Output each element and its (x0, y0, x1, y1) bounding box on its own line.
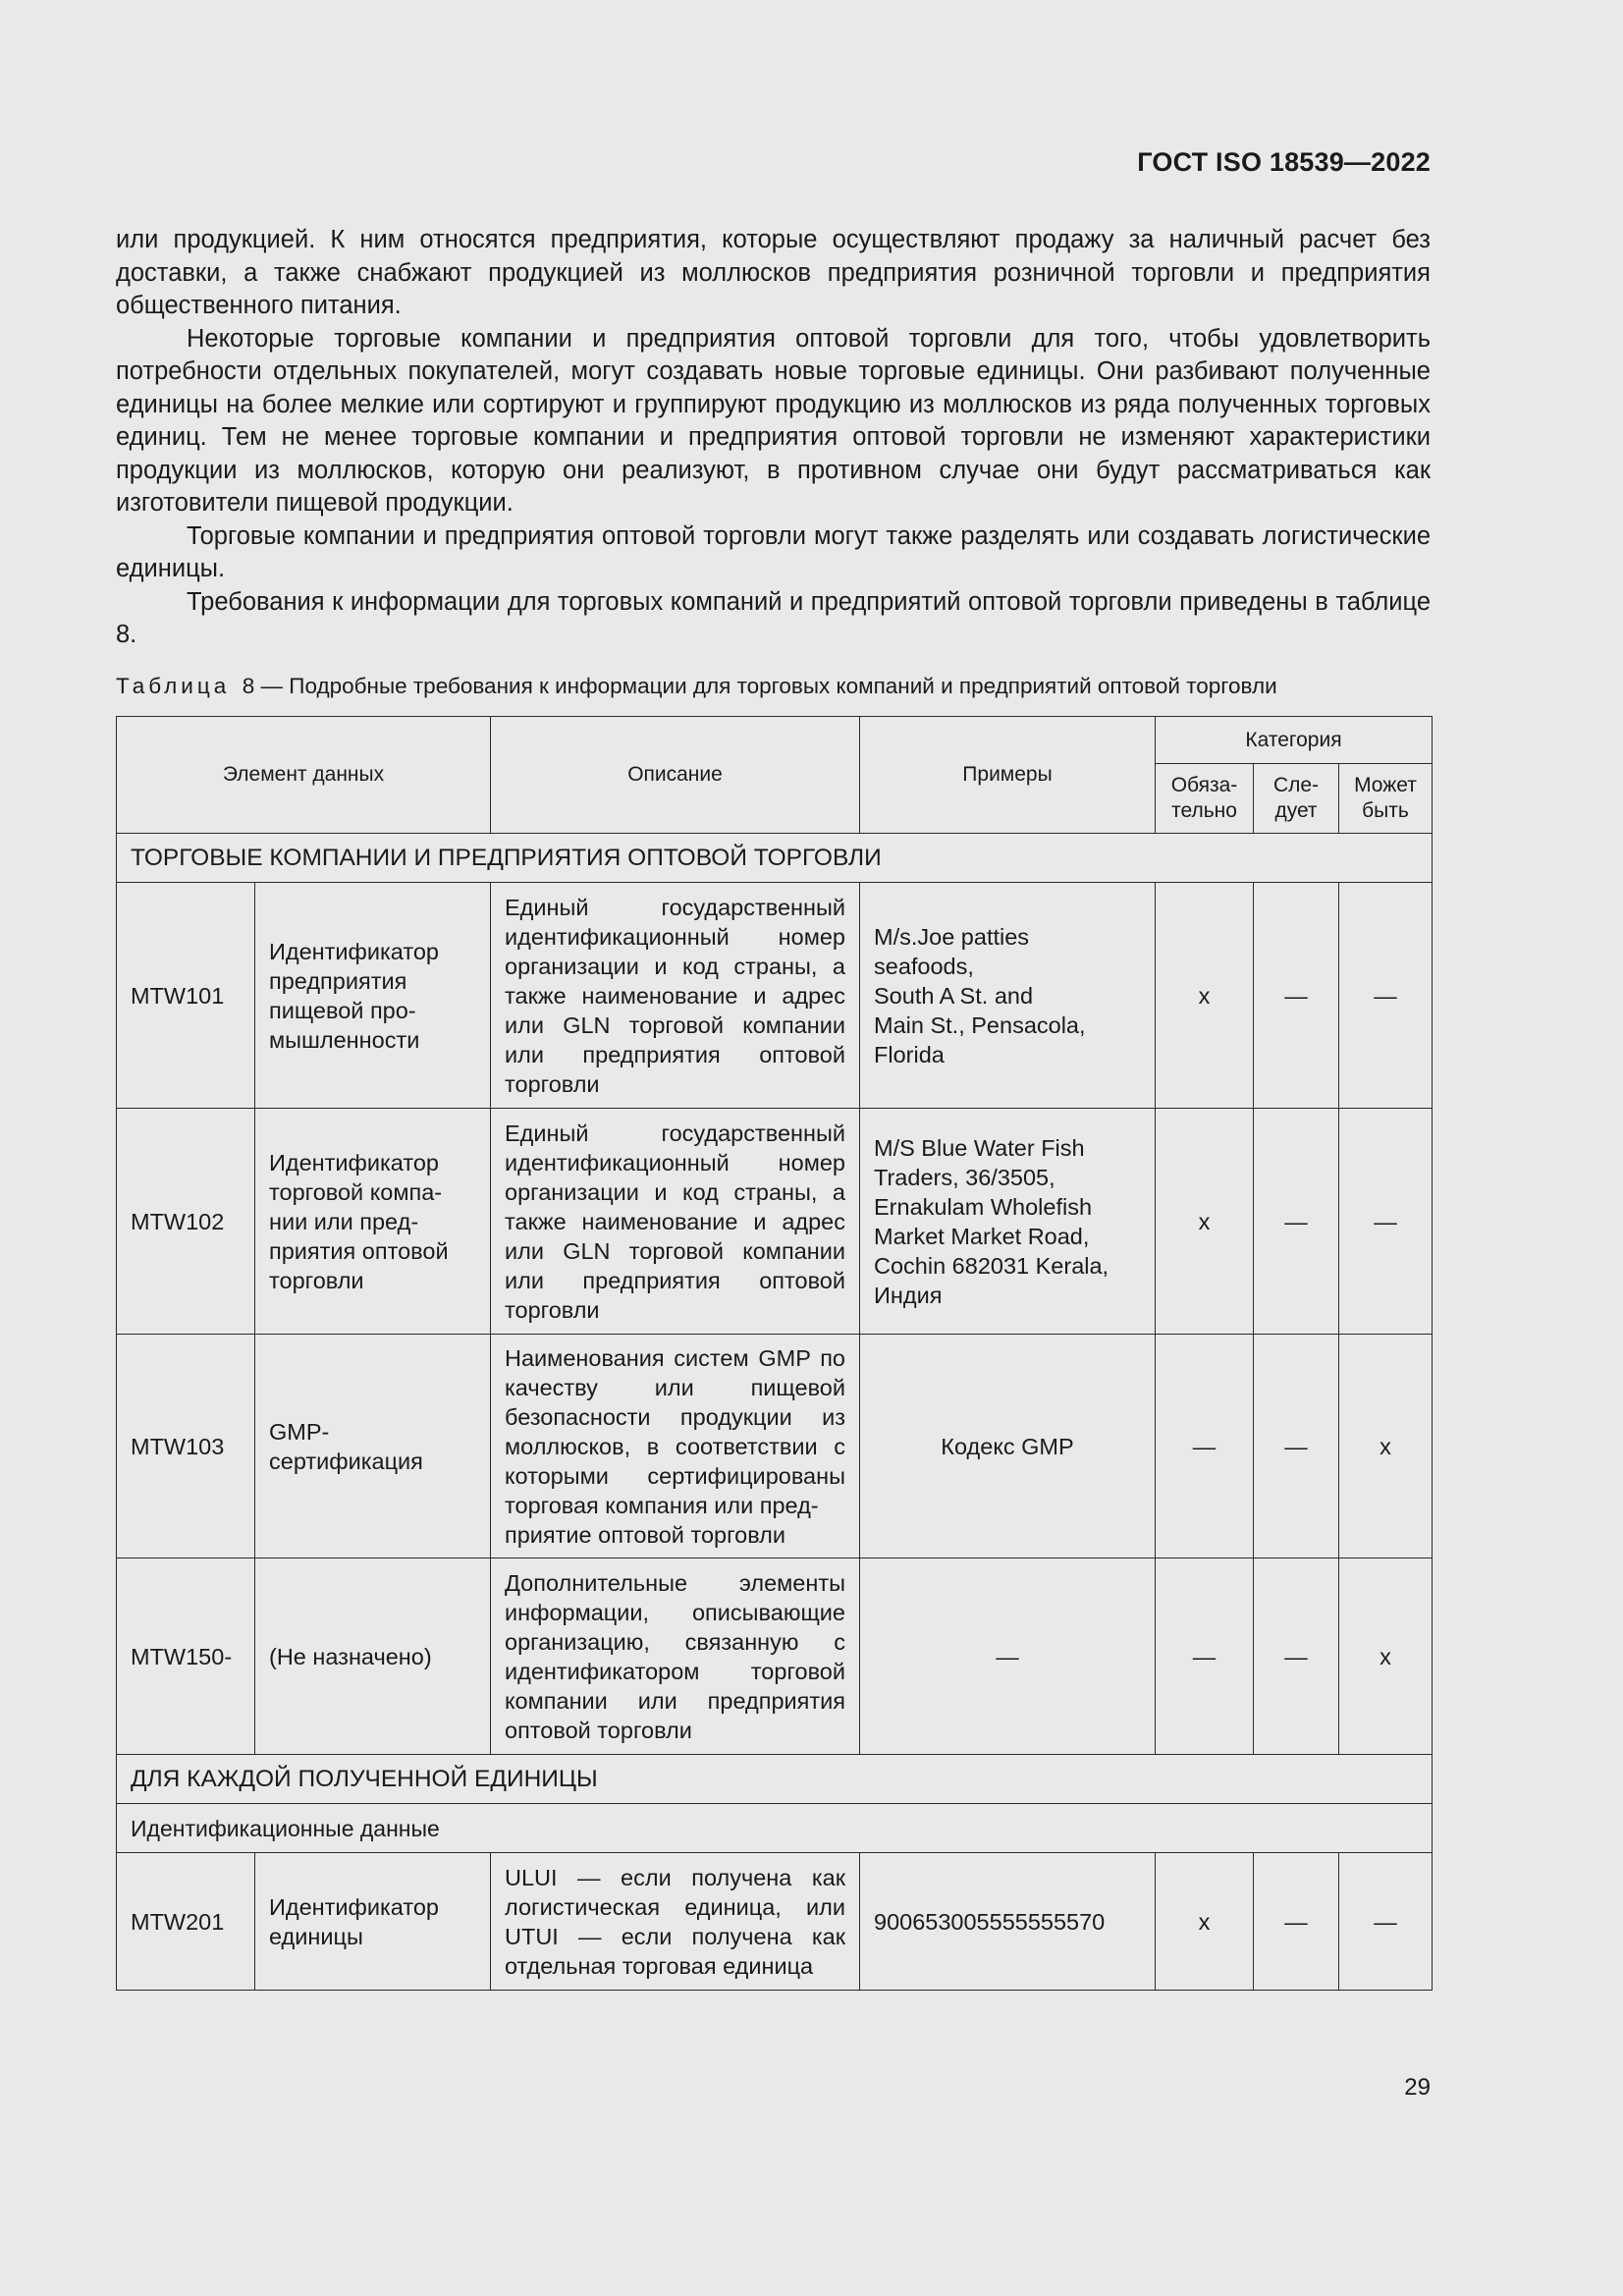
row-description: ULUI — если получена как логистическая единица, или UTUI — если получена как отдельная торговая единица (491, 1853, 860, 1991)
subsection-row: Идентификационные данные (117, 1804, 1433, 1853)
table-caption-number: 8 (242, 674, 255, 698)
table-row (117, 1853, 1433, 1991)
row-element-name: Идентификатор единицы (255, 1853, 491, 1991)
page-number: 29 (1404, 2074, 1431, 2101)
row-example: Кодекс GMP (860, 1335, 1156, 1558)
header-examples: Примеры (860, 717, 1156, 834)
data-requirements-table (116, 716, 1433, 1991)
paragraph: или продукцией. К ним относятся предприятия, которые осуществляют продажу за наличный расчет без доставки, а также снабжают продукцией из моллюсков предприятия розничной торговли и предприятия общественного питания. (116, 226, 1431, 319)
header-description: Описание (491, 717, 860, 834)
table-caption (116, 674, 1451, 699)
header-should: Сле- дует (1254, 764, 1339, 834)
row-code: MTW201 (117, 1853, 255, 1991)
standard-code: ГОСТ ISO 18539—2022 (1137, 147, 1431, 177)
row-mandatory: x (1156, 883, 1254, 1109)
paragraph: Некоторые торговые компании и предприятия оптовой торговли для того, чтобы удовлетворить потребности отдельных покупателей, могут создавать новые торговые единицы. Они разбивают полученные единицы на более мелкие или сортируют и группируют продукцию из моллюсков из ряда полученных торговых единиц. Тем не менее торговые компании и предприятия оптовой торговли не изменяют характеристики продукции из моллюсков, которую они реализуют, в противном случае они будут рассматриваться как изготовители пищевой продукции. (116, 324, 1431, 517)
row-mandatory: x (1156, 1109, 1254, 1335)
table-row (117, 1335, 1433, 1558)
row-example: 900653005555555570 (860, 1853, 1156, 1991)
row-description: Единый государственный идентификационный номер организации и код страны, а также наименование и адрес или GLN торговой компании или предприятия оптовой торговли (491, 883, 860, 1109)
header-category: Категория (1156, 717, 1433, 764)
row-element-name: (Не назначено) (255, 1558, 491, 1755)
row-example: — (860, 1558, 1156, 1755)
section-row: ТОРГОВЫЕ КОМПАНИИ И ПРЕДПРИЯТИЯ ОПТОВОЙ ТОРГОВЛИ (117, 834, 1433, 883)
table-row (117, 883, 1433, 1109)
table-row (117, 1558, 1433, 1755)
row-code: MTW103 (117, 1335, 255, 1558)
table-caption-text: — Подробные требования к информации для торговых компаний и предприятий оптовой торговли (260, 674, 1277, 698)
paragraph: Требования к информации для торговых компаний и предприятий оптовой торговли приведены в таблице 8. (116, 587, 1431, 648)
row-should: — (1254, 1853, 1339, 1991)
header-may: Может быть (1339, 764, 1433, 834)
row-mandatory: x (1156, 1853, 1254, 1991)
row-may: — (1339, 883, 1433, 1109)
row-code: MTW102 (117, 1109, 255, 1335)
body-text (116, 224, 1431, 652)
header-element: Элемент данных (117, 717, 491, 834)
row-should: — (1254, 1335, 1339, 1558)
header-mandatory: Обяза- тельно (1156, 764, 1254, 834)
row-element-name: Идентификатор торговой компа- нии или пред- приятия оптовой торговли (255, 1109, 491, 1335)
row-should: — (1254, 883, 1339, 1109)
paragraph: Торговые компании и предприятия оптовой торговли могут также разделять или создавать логистические единицы. (116, 521, 1431, 582)
row-mandatory: — (1156, 1335, 1254, 1558)
row-may: x (1339, 1558, 1433, 1755)
row-may: — (1339, 1109, 1433, 1335)
row-description: Дополнительные элементы информации, описывающие организацию, связанную с идентификатором торговой компании или предприятия оптовой торговли (491, 1558, 860, 1755)
row-code: MTW101 (117, 883, 255, 1109)
row-should: — (1254, 1109, 1339, 1335)
row-mandatory: — (1156, 1558, 1254, 1755)
section-row: ДЛЯ КАЖДОЙ ПОЛУЧЕННОЙ ЕДИНИЦЫ (117, 1755, 1433, 1804)
row-example: M/s.Joe patties seafoods, South A St. and Main St., Pensacola, Florida (860, 883, 1156, 1109)
row-description: Единый государственный идентификационный номер организации и код страны, а также наименование и адрес или GLN торговой компании или предприятия оптовой торговли (491, 1109, 860, 1335)
row-should: — (1254, 1558, 1339, 1755)
row-code: MTW150- (117, 1558, 255, 1755)
table-caption-label: Таблица (116, 674, 231, 698)
row-description: Наименования систем GMP по качеству или пищевой безопасности продукции из моллюсков, в соответствии с которыми сертифицированы торговая компания или пред- приятие оптовой торговли (491, 1335, 860, 1558)
table-row (117, 1109, 1433, 1335)
row-may: — (1339, 1853, 1433, 1991)
row-element-name: GMP- сертификация (255, 1335, 491, 1558)
row-example: M/S Blue Water Fish Traders, 36/3505, Ernakulam Wholefish Market Market Road, Cochin 682031 Kerala, Индия (860, 1109, 1156, 1335)
row-element-name: Идентификатор предприятия пищевой про- мышленности (255, 883, 491, 1109)
row-may: x (1339, 1335, 1433, 1558)
